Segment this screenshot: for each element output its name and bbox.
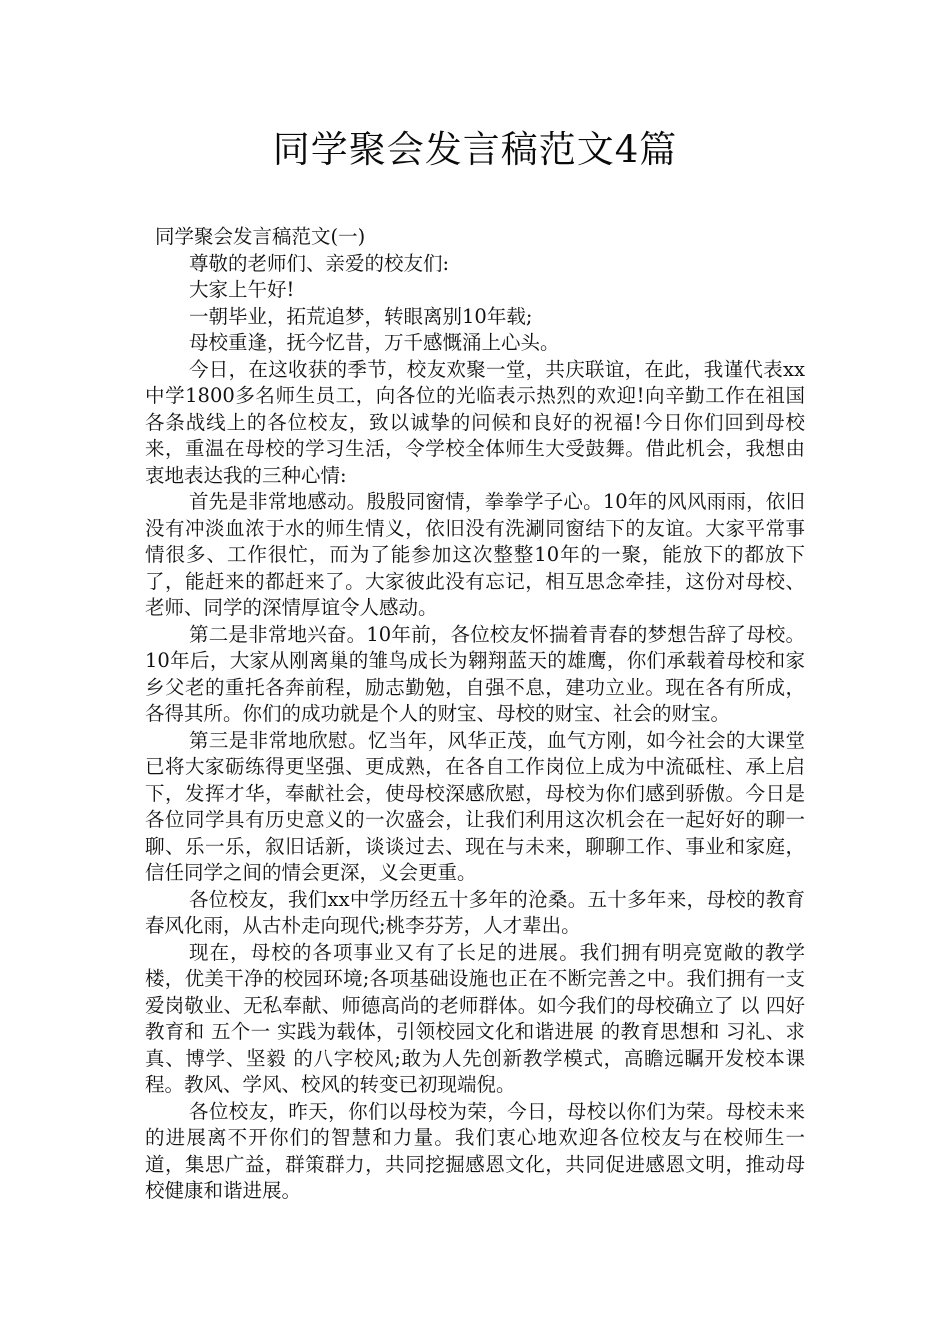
paragraph-school-history: 各位校友，我们xx中学历经五十多年的沧桑。五十多年来，母校的教育春风化雨，从古朴走向现代;桃李芬芳，人才辈出。 — [145, 887, 805, 937]
paragraph-closing: 各位校友，昨天，你们以母校为荣，今日，母校以你们为荣。母校未来的进展离不开你们的智慧和力量。我们衷心地欢迎各位校友与在校师生一道，集思广益，群策群力，共同挖掘感恩文化，共同促进感恩文明，推动母校健康和谐进展。 — [145, 1099, 805, 1202]
paragraph-greeting: 大家上午好! — [189, 278, 295, 301]
document-body — [145, 224, 805, 1205]
paragraph-third-feeling: 第三是非常地欣慰。忆当年，风华正茂，血气方刚，如今社会的大课堂已将大家砺练得更坚强、更成熟，在各自工作岗位上成为中流砥柱、承上启下，发挥才华，奉献社会，使母校深感欣慰，母校为你们感到骄傲。今日是各位同学具有历史意义的一次盛会，让我们利用这次机会在一起好好的聊一聊、乐一乐，叙旧话新，谈谈过去、现在与未来，聊聊工作、事业和家庭，信任同学之间的情会更深，义会更重。 — [145, 728, 805, 884]
paragraph-verse-1: 一朝毕业，拓荒追梦，转眼离别10年载; — [189, 304, 533, 328]
paragraph-first-feeling: 首先是非常地感动。殷殷同窗情，拳拳学子心。10年的风风雨雨，依旧没有冲淡血浓于水的师生情义，依旧没有洗涮同窗结下的友谊。大家平常事情很多、工作很忙，而为了能参加这次整整10年的一聚，能放下的都放下了，能赶来的都赶来了。大家彼此没有忘记，相互思念牵挂，这份对母校、老师、同学的深情厚谊令人感动。 — [145, 490, 805, 619]
document-title: 同学聚会发言稿范文4篇 — [272, 128, 678, 171]
paragraph-school-progress: 现在，母校的各项事业又有了长足的进展。我们拥有明亮宽敞的教学楼，优美干净的校园环境;各项基础设施也正在不断完善之中。我们拥有一支爱岗敬业、无私奉献、师德高尚的老师群体。如今我们的母校确立了 以 四好 教育和 五个一 实践为载体，引领校园文化和谐进展 的教育思想和 习礼、求真、博学、坚毅 的八字校风;敢为人先创新教学模式，高瞻远瞩开发校本课程。教风、学风、校风的转变已初现端倪。 — [145, 940, 805, 1096]
paragraph-salutation: 尊敬的老师们、亲爱的校友们: — [189, 251, 450, 275]
paragraph-second-feeling: 第二是非常地兴奋。10年前，各位校友怀揣着青春的梦想告辞了母校。10年后，大家从刚离巢的雏鸟成长为翱翔蓝天的雄鹰，你们承载着母校和家乡父老的重托各奔前程，励志勤勉，自强不息，建功立业。现在各有所成，各得其所。你们的成功就是个人的财宝、母校的财宝、社会的财宝。 — [145, 622, 805, 725]
section-heading: 同学聚会发言稿范文(一) — [155, 225, 366, 248]
paragraph-verse-2: 母校重逢，抚今忆昔，万千感慨涌上心头。 — [189, 331, 560, 354]
paragraph-welcome: 今日，在这收获的季节，校友欢聚一堂，共庆联谊，在此，我谨代表xx中学1800多名师生员工，向各位的光临表示热烈的欢迎!向辛勤工作在祖国各条战线上的各位校友，致以诚挚的问候和良好的祝福!今日你们回到母校来，重温在母校的学习生活，令学校全体师生大受鼓舞。借此机会，我想由衷地表达我的三种心情: — [145, 357, 805, 487]
